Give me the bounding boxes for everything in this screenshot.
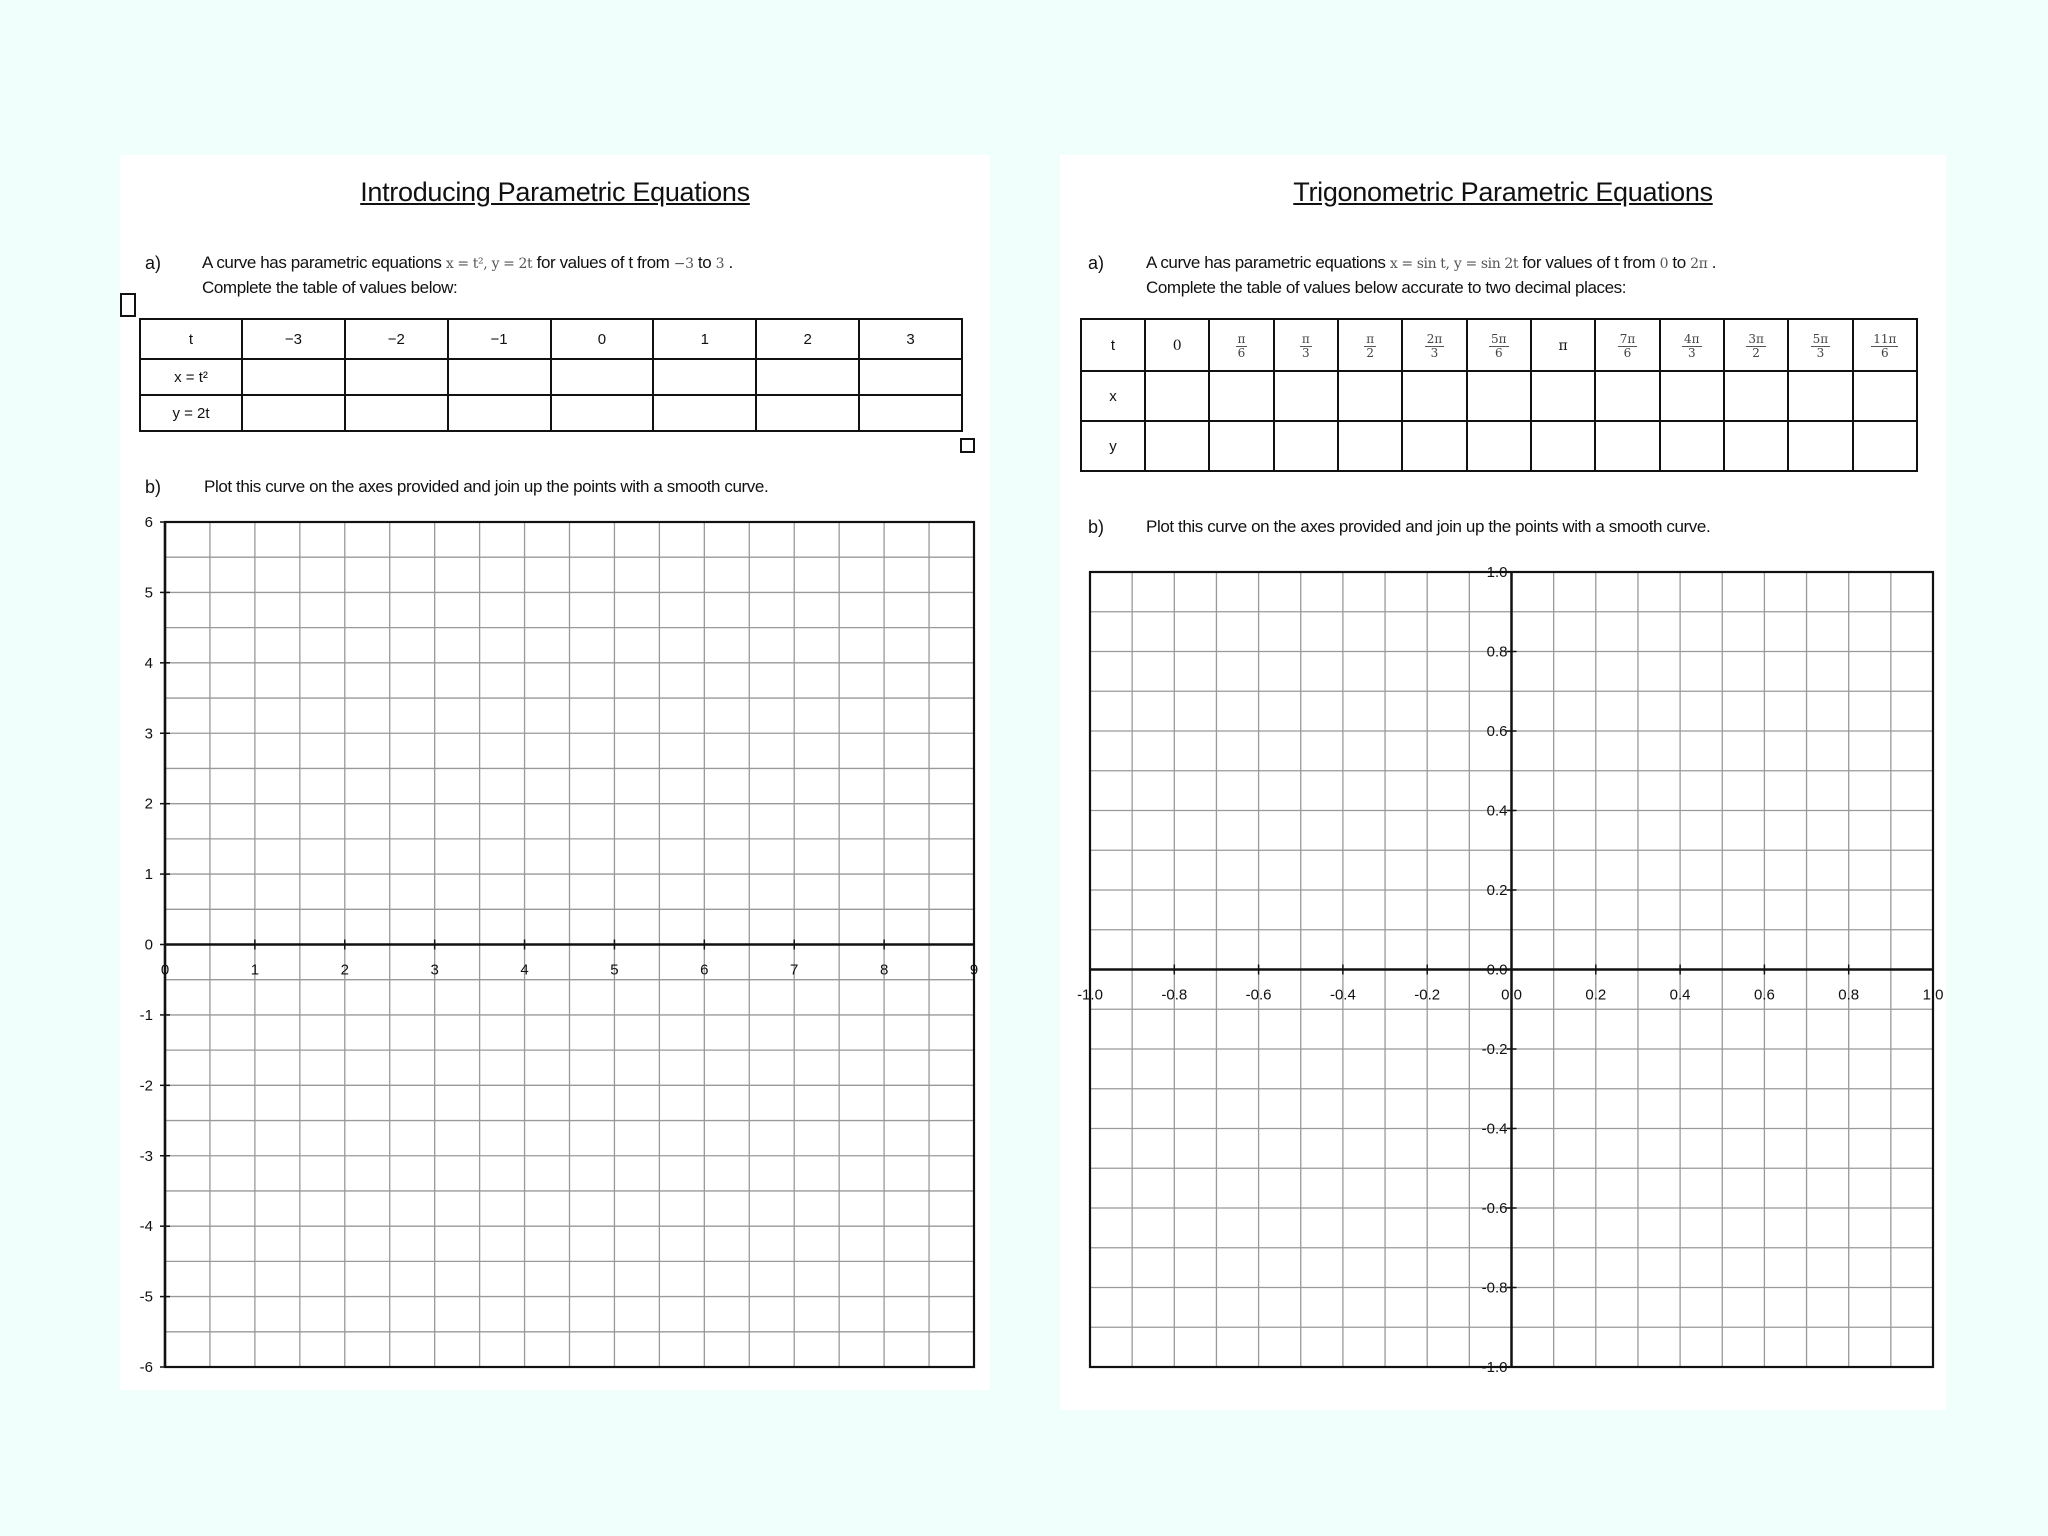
part-a-text: A curve has parametric equations x = sin t, y = sin 2t for values of t from 0 to 2π . Complete the table of values below accurate to two decimal places: — [1146, 253, 1717, 297]
y-tick-label: 4 — [144, 654, 153, 672]
row-label-y: y = 2t — [140, 395, 242, 431]
y-tick-label: 2 — [144, 795, 153, 813]
y-tick-label: -6 — [139, 1359, 153, 1376]
fraction-numerator: 5π — [1812, 332, 1829, 346]
range-to: 2π — [1690, 256, 1708, 272]
t-value-text: π — [1558, 337, 1568, 354]
x-tick-label: 1 — [250, 961, 260, 979]
x-tick-label: 0.8 — [1838, 986, 1860, 1004]
y-tick-label: 1.0 — [1486, 564, 1508, 581]
y-tick-label: -5 — [139, 1288, 153, 1306]
y-tick-label: -1 — [139, 1006, 153, 1024]
x-tick-label: 0.6 — [1753, 986, 1775, 1004]
range-from: 0 — [1659, 256, 1669, 272]
x-tick-label: 4 — [520, 961, 529, 979]
y-tick-label: 0.2 — [1486, 882, 1508, 899]
t-value-cell: 0 — [551, 319, 654, 359]
part-b-text: Plot this curve on the axes provided and join up the points with a smooth curve. — [1146, 517, 1711, 536]
x-tick-label: 6 — [700, 961, 709, 979]
x-tick-label: -0.2 — [1414, 986, 1441, 1004]
part-a-text: A curve has parametric equations x = t², y = 2t for values of t from −3 to 3 . Complete the table of values below: — [202, 253, 733, 297]
worksheet-right-title: Trigonometric Parametric Equations — [1293, 177, 1713, 207]
t-value-cell: 3 — [859, 319, 962, 359]
equation-separator: , — [483, 256, 488, 272]
part-a-line2: Complete the table of values below: — [202, 278, 458, 297]
y-tick-label: -4 — [139, 1218, 153, 1236]
x-tick-label: 7 — [790, 961, 799, 979]
worksheet-left — [120, 155, 990, 1390]
part-a-line1-end: for values of t from — [536, 253, 670, 272]
y-tick-label: 6 — [144, 514, 153, 531]
fraction-denominator: 3 — [1430, 346, 1439, 360]
fraction-numerator: π — [1237, 332, 1246, 346]
y-tick-label: -0.6 — [1481, 1200, 1508, 1217]
part-a-line2: Complete the table of values below accurate to two decimal places: — [1146, 278, 1627, 297]
part-a-line1: A curve has parametric equations — [1146, 253, 1386, 272]
y-tick-label: 0 — [144, 936, 153, 954]
part-b-label: b) — [145, 477, 162, 497]
t-value-cell: −3 — [242, 319, 345, 359]
y-tick-label: 0.6 — [1486, 723, 1508, 740]
x-tick-label: 0.4 — [1669, 986, 1691, 1004]
t-value-cell: −2 — [345, 319, 448, 359]
row-label-x: x — [1081, 371, 1145, 421]
y-tick-label: 5 — [144, 584, 153, 602]
fraction-denominator: 6 — [1880, 346, 1889, 360]
fraction-denominator: 6 — [1237, 346, 1246, 360]
part-a-line1: A curve has parametric equations — [202, 253, 442, 272]
worksheet-left-title: Introducing Parametric Equations — [360, 177, 750, 207]
y-tick-label: -2 — [139, 1077, 153, 1095]
y-tick-label: -0.4 — [1481, 1120, 1508, 1138]
t-value-cell: 1 — [653, 319, 756, 359]
right-graph-grid — [1060, 155, 1946, 1410]
x-tick-label: 3 — [430, 961, 439, 979]
part-b-label: b) — [1088, 517, 1105, 537]
part-a-label: a) — [1088, 253, 1105, 273]
x-tick-label: -0.4 — [1329, 986, 1356, 1004]
fraction-denominator: 3 — [1687, 346, 1696, 360]
y-tick-label: 1 — [144, 866, 153, 884]
left-graph-grid — [120, 155, 990, 1390]
fraction-denominator: 2 — [1366, 346, 1374, 360]
range-to: 3 — [715, 256, 725, 272]
fraction-numerator: 4π — [1684, 332, 1700, 346]
y-tick-label: -0.8 — [1481, 1279, 1508, 1297]
y-tick-label: -0.2 — [1481, 1041, 1508, 1058]
range-from: −3 — [673, 256, 694, 272]
x-tick-label: -0.8 — [1161, 986, 1188, 1004]
x-tick-label: 2 — [340, 961, 349, 979]
row-label-y: y — [1081, 421, 1145, 471]
fraction-denominator: 2 — [1752, 346, 1760, 360]
fraction-denominator: 3 — [1816, 346, 1825, 360]
fraction-numerator: 5π — [1491, 332, 1507, 346]
y-tick-label: 3 — [144, 725, 153, 743]
equation-x: x = sin t — [1389, 256, 1446, 272]
y-tick-label: -1.0 — [1481, 1359, 1508, 1376]
fraction-numerator: π — [1366, 332, 1375, 346]
y-tick-label: 0.4 — [1486, 802, 1508, 820]
x-tick-label: 0.2 — [1585, 986, 1607, 1004]
fraction-numerator: 11π — [1873, 332, 1897, 346]
y-tick-label: 0.8 — [1486, 643, 1508, 661]
header-cell-t: t — [1081, 319, 1145, 371]
range-to-word: to — [697, 253, 712, 272]
part-b-text: Plot this curve on the axes provided and join up the points with a smooth curve. — [204, 477, 769, 496]
equation-y: y = 2t — [491, 256, 533, 272]
fraction-denominator: 6 — [1623, 346, 1632, 360]
x-tick-label: -1.0 — [1077, 986, 1103, 1004]
range-to-word: to — [1672, 253, 1686, 272]
fraction-denominator: 3 — [1302, 346, 1310, 360]
t-value-cell: −1 — [448, 319, 551, 359]
worksheet-right — [1060, 155, 1946, 1410]
t-value-cell: 2 — [756, 319, 859, 359]
equation-separator: , — [1445, 256, 1450, 272]
x-tick-label: 0.0 — [1501, 986, 1522, 1004]
x-tick-label: 9 — [969, 961, 979, 979]
t-value-text: 0 — [1172, 337, 1182, 354]
x-tick-label: 8 — [879, 961, 889, 979]
y-tick-label: -3 — [139, 1147, 153, 1165]
equation-y: y = sin 2t — [1453, 256, 1519, 272]
x-tick-label: 0 — [160, 961, 170, 979]
part-a-line1-end: for values of t from — [1522, 253, 1656, 272]
fraction-numerator: 3π — [1748, 332, 1764, 346]
fraction-numerator: 2π — [1426, 332, 1443, 346]
part-a-label: a) — [145, 253, 162, 273]
equation-x: x = t² — [445, 256, 484, 272]
fraction-numerator: π — [1301, 332, 1310, 346]
y-tick-label: 0.0 — [1486, 961, 1508, 979]
x-tick-label: 1.0 — [1922, 986, 1944, 1004]
header-cell-t: t — [140, 319, 242, 359]
row-label-x: x = t² — [140, 359, 242, 395]
x-tick-label: -0.6 — [1245, 986, 1272, 1004]
fraction-denominator: 6 — [1494, 346, 1503, 360]
fraction-numerator: 7π — [1619, 332, 1636, 346]
x-tick-label: 5 — [610, 961, 619, 979]
